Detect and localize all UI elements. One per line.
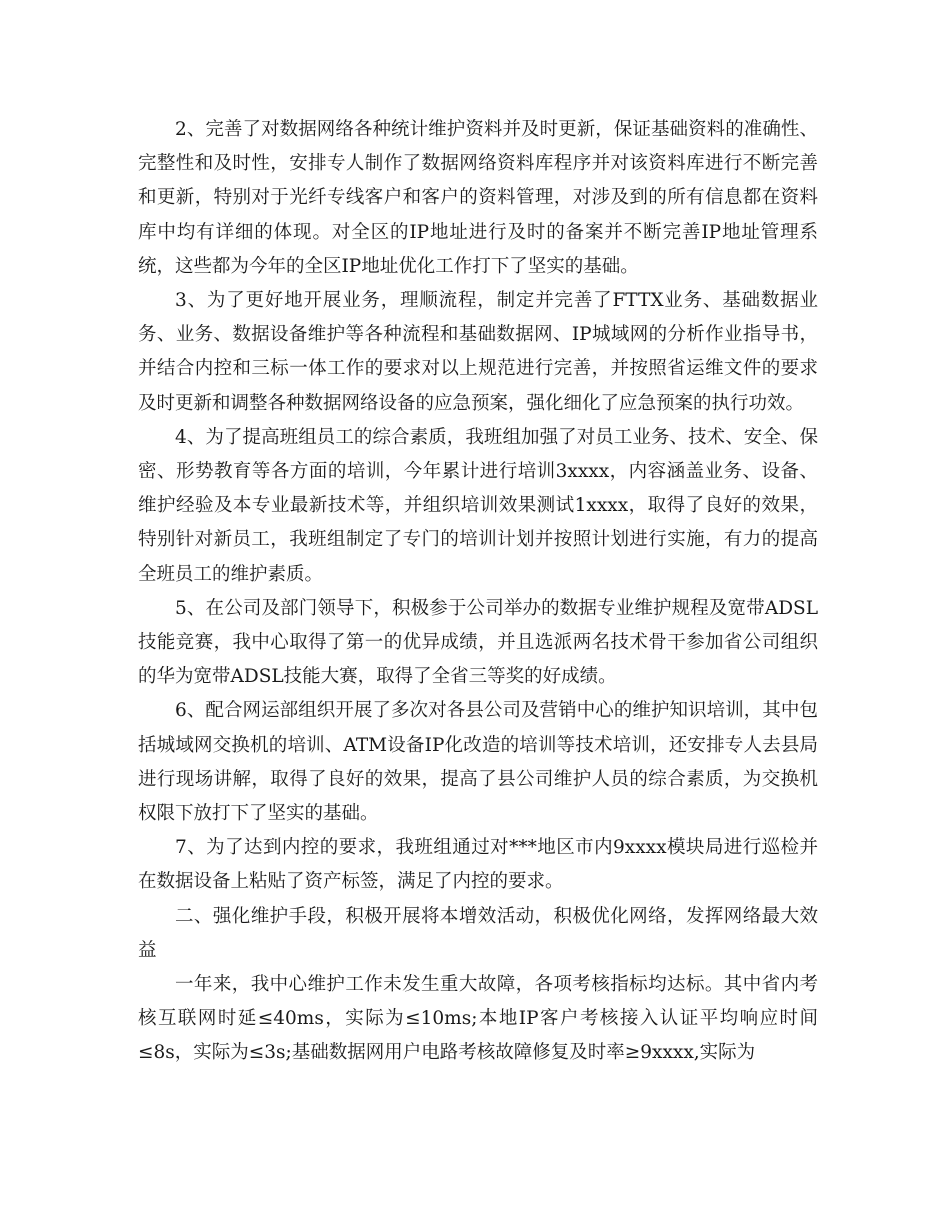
section-heading-two: 二、强化维护手段，积极开展将本增效活动，积极优化网络，发挥网络最大效益 [138,905,818,961]
document-body [138,113,818,1071]
paragraph-6-county-training: 6、配合网运部组织开展了多次对各县公司及营销中心的维护知识培训，其中包括城域网交换机的培训、ATM设备IP化改造的培训等技术培训，还安排专人去县局进行现场讲解，取得了良好的效果，提高了县公司维护人员的综合素质，为交换机权限下放打下了坚实的基础。 [138,700,818,825]
paragraph-3-process-guides: 3、为了更好地开展业务，理顺流程，制定并完善了FTTX业务、基础数据业务、业务、数据设备维护等各种流程和基础数据网、IP城域网的分析作业指导书，并结合内控和三标一体工作的要求对以上规范进行完善，并按照省运维文件的要求及时更新和调整各种数据网络设备的应急预案，强化细化了应急预案的执行功效。 [138,290,818,414]
paragraph-kpi-summary: 一年来，我中心维护工作未发生重大故障，各项考核指标均达标。其中省内考核互联网时延≤40ms，实际为≤10ms;本地IP客户考核接入认证平均响应时间≤8s，实际为≤3s;基础数据网用户电路考核故障修复及时率≥9xxxx,实际为 [138,974,818,1064]
paragraph-5-skills-contest: 5、在公司及部门领导下，积极参于公司举办的数据专业维护规程及宽带ADSL技能竞赛，我中心取得了第一的优异成绩，并且选派两名技术骨干参加省公司组织的华为宽带ADSL技能大赛，取得了全省三等奖的好成绩。 [138,597,818,688]
paragraph-7-asset-labels: 7、为了达到内控的要求，我班组通过对***地区市内9xxxx模块局进行巡检并在数据设备上粘贴了资产标签，满足了内控的要求。 [138,837,818,893]
paragraph-4-staff-training: 4、为了提高班组员工的综合素质，我班组加强了对员工业务、技术、安全、保密、形势教育等各方面的培训，今年累计进行培训3xxxx，内容涵盖业务、设备、维护经验及本专业最新技术等，并组织培训效果测试1xxxx，取得了良好的效果，特别针对新员工，我班组制定了专门的培训计划并按照计划进行实施，有力的提高全班员工的维护素质。 [138,426,818,585]
paragraph-2-data-records: 2、完善了对数据网络各种统计维护资料并及时更新，保证基础资料的准确性、完整性和及时性，安排专人制作了数据网络资料库程序并对该资料库进行不断完善和更新，特别对于光纤专线客户和客户的资料管理，对涉及到的所有信息都在资料库中均有详细的体现。对全区的IP地址进行及时的备案并不断完善IP地址管理系统，这些都为今年的全区IP地址优化工作打下了坚实的基础。 [138,119,818,277]
